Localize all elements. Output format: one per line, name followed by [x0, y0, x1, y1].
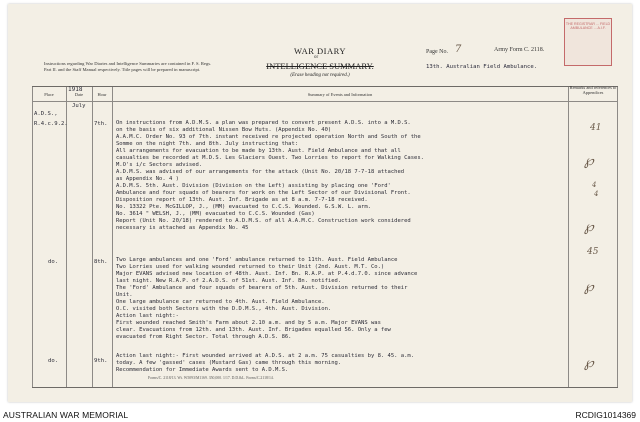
- remark-annotation: 4: [594, 190, 599, 198]
- summary-line: last night. New R.A.P. of 2.A.D.S. of 51st. Aust. Inf. Bn. notified.: [116, 278, 342, 284]
- col-divider: [66, 87, 67, 387]
- summary-line: Two Large ambulances and one 'Ford' ambulance returned to 11th. Aust. Field Ambulance: [116, 257, 398, 263]
- remark-annotation: ℘: [584, 355, 594, 371]
- summary-line: Major EVANS advised new location of 48th. Aust. Inf. Bn. R.A.P. at P.4.d.7.0. since advance: [116, 271, 418, 277]
- summary-line: evacuated from Right Sector. Total through A.D.S. 86.: [116, 334, 292, 340]
- summary-line: Disposition report of 13th. Aust. Inf. Brigade as at 8 a.m. 7-7-18 received.: [116, 197, 368, 203]
- summary-line: Action last night:- First wounded arrived at A.D.S. at 2 a.m. 75 casualties by 8. 45. a.m.: [116, 353, 415, 359]
- col-divider: [32, 87, 33, 387]
- summary-line: On instructions from A.D.M.S. a plan was prepared to convert present A.D.S. into a M.D.S.: [116, 120, 411, 126]
- remark-annotation: 4: [592, 181, 597, 189]
- remark-annotation: ℘: [584, 279, 594, 295]
- page-no-label: Page No.: [426, 49, 448, 55]
- col-divider: [617, 87, 618, 387]
- col-header-place: Place: [44, 92, 54, 97]
- date-cell: 9th.: [94, 358, 108, 364]
- diary-page: [8, 4, 632, 402]
- summary-line: Somme on the night 7th. and 8th. July instructing that:: [116, 141, 299, 147]
- unit-name: 13th. Australian Field Ambulance.: [426, 64, 538, 70]
- summary-line: today. A few 'gassed' cases (Mustard Gas) came through this morning.: [116, 360, 342, 366]
- summary-line: No. 3614 " WELSH, J., (MM) evacuated to C.C.S. Wounded (Gas): [116, 211, 315, 217]
- remark-annotation: 45: [587, 247, 599, 257]
- title-or: or: [314, 55, 319, 60]
- printer-imprint: Forms/C. 2118/13. Wt. W5093/M1169. 350,000. 1/17. D.D.&L. Forms/C.2118/14.: [148, 376, 274, 380]
- title-subtitle: (Erase heading not required.): [290, 73, 350, 78]
- header-divider: [32, 101, 618, 102]
- summary-line: necessary is attached as Appendix No. 45: [116, 225, 249, 231]
- summary-line: The 'Ford' Ambulance and four squads of bearers of 5th. Aust. Division returned to their: [116, 285, 408, 291]
- summary-line: All arrangements for evacuation to be made by 13th. Aust. Field Ambulance and that all: [116, 148, 401, 154]
- year-cell: 1918: [68, 86, 83, 93]
- remark-annotation: ℘: [584, 219, 594, 235]
- registry-stamp: [564, 18, 612, 66]
- summary-line: Unit.: [116, 292, 133, 298]
- date-cell: 8th.: [94, 259, 108, 265]
- summary-line: Recommendation for Immediate Awards sent to A.D.M.S.: [116, 367, 289, 373]
- title-war-diary: WAR DIARY: [294, 46, 346, 56]
- summary-line: O.C. visited both Sectors with the D.D.M.S., 4th. Aust. Division.: [116, 306, 332, 312]
- place-cell: R.4.c.9.2.: [34, 121, 68, 127]
- summary-line: Action last night:-: [116, 313, 179, 319]
- summary-line: M.O's i/c Sectors advised.: [116, 162, 203, 168]
- summary-line: Report (Unit No. 20/18) rendered to A.D.M.S. of all A.A.M.C. Construction work considered: [116, 218, 411, 224]
- summary-line: as Appendix No. 4 ): [116, 176, 179, 182]
- instructions-note: Instructions regarding War Diaries and Intelligence Summaries are contained in F. S. Regs. Part II. and the Staff Manual respectively. Title pages will be prepared in manuscript.: [44, 61, 212, 72]
- summary-line: One large ambulance car returned to 4th. Aust. Field Ambulance.: [116, 299, 325, 305]
- col-header-hour: Hour: [97, 92, 107, 97]
- summary-line: Ambulance and four squads of bearers for work on the Left Sector of our Divisional Front.: [116, 190, 411, 196]
- col-divider: [568, 87, 569, 387]
- col-header-remarks: Remarks and references to Appendices: [569, 85, 617, 96]
- date-cell: 7th.: [94, 121, 108, 127]
- army-form-label: Army Form C. 2118.: [494, 47, 545, 53]
- summary-line: casualties be recorded at M.D.S. Les Glaciers Ouest. Two Lorries to report for Walking Cases.: [116, 155, 424, 161]
- page-no-value: 7: [455, 44, 462, 55]
- col-header-date: Date: [74, 92, 84, 97]
- archive-credit: AUSTRALIAN WAR MEMORIAL: [3, 410, 129, 420]
- record-id: RCDIG1014369: [575, 410, 636, 420]
- summary-line: A.A.M.C. Order No. 93 of 7th. instant received re projected operation North and South of the: [116, 134, 421, 140]
- stamp-text: THE REGISTRAR ... FIELD AMBULANCE ... A.I.F.: [565, 22, 611, 31]
- title-intelligence-summary: INTELLIGENCE SUMMARY.: [266, 61, 374, 71]
- remark-annotation: ℘: [584, 153, 594, 169]
- remark-annotation: 41: [590, 123, 602, 133]
- place-cell: do.: [48, 358, 59, 364]
- summary-line: on the basis of six additional Nissen Bow Huts. (Appendix No. 40): [116, 127, 332, 133]
- summary-line: A.D.M.S. was advised of our arrangements for the attack (Unit No. 20/18 7-7-18 attached: [116, 169, 405, 175]
- summary-line: No. 13322 Pte. McGILLOP, J., (MM) evacuated to C.C.S. Wounded. G.S.W. L. arm.: [116, 204, 371, 210]
- col-divider: [112, 87, 113, 387]
- col-header-summary: Summary of Events and Information: [307, 92, 373, 97]
- summary-line: clear. Evacuations from 12th. and 13th. Aust. Inf. Brigades equalled 56. Only a few: [116, 327, 391, 333]
- place-cell: A.D.S.,: [34, 111, 58, 117]
- place-cell: do.: [48, 259, 59, 265]
- summary-line: First wounded reached Smith's Farm about 2.10 a.m. and by 5 a.m. Major EVANS was: [116, 320, 381, 326]
- col-divider: [92, 87, 93, 387]
- month-cell: July: [72, 103, 86, 109]
- summary-line: Two Lorries used for walking wounded returned to their Unit (2nd. Aust. M.T. Co.): [116, 264, 385, 270]
- summary-line: A.D.M.S. 5th. Aust. Division (Division on the Left) assisting by placing one 'Ford': [116, 183, 391, 189]
